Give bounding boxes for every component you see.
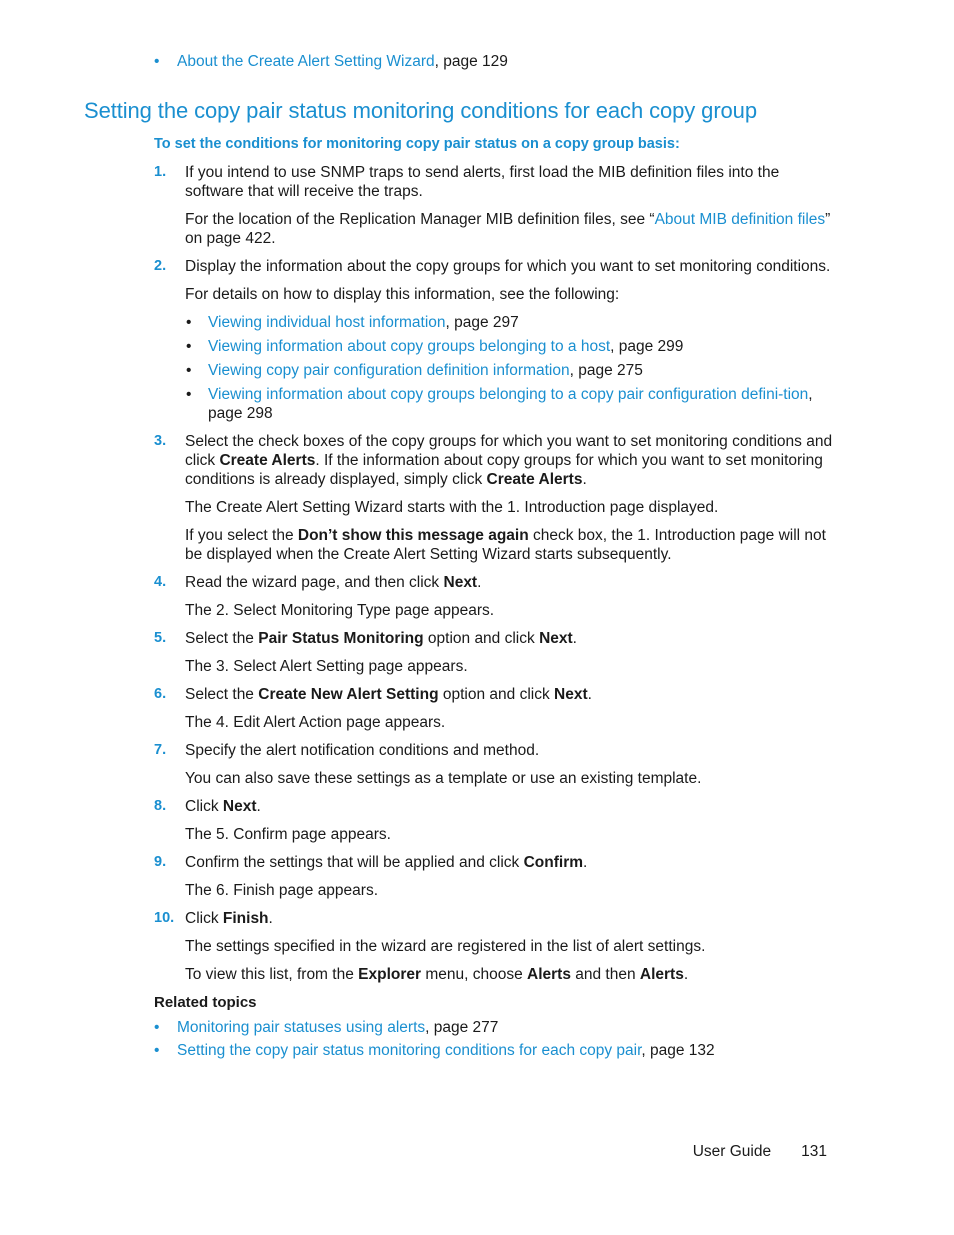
link-viewing-host-info[interactable]: Viewing individual host information xyxy=(208,314,446,331)
page-footer xyxy=(693,1143,827,1161)
list-item: • Monitoring pair statuses using alerts, page 277 xyxy=(154,1019,499,1036)
link-copy-pair-monitoring[interactable]: Setting the copy pair status monitoring conditions for each copy pair xyxy=(177,1042,642,1059)
step-number: 1. xyxy=(154,164,167,180)
list-item: • Setting the copy pair status monitoring conditions for each copy pair, page 132 xyxy=(154,1042,715,1059)
link-create-alert-wizard[interactable]: About the Create Alert Setting Wizard xyxy=(177,53,435,70)
step-result: The 6. Finish page appears. xyxy=(185,882,379,899)
related-topics-list xyxy=(154,1019,715,1060)
step-text: Click Finish. xyxy=(185,910,273,927)
step-text: Specify the alert notification conditions and method. xyxy=(185,742,540,759)
step-note: If you select the Don’t show this message again check box, the 1. Introduction page will not be displayed when the Create Alert Setting Wizard starts subsequently. xyxy=(185,527,826,563)
top-related-bullet xyxy=(154,53,508,71)
step-number: 6. xyxy=(154,686,167,702)
step-text: Display the information about the copy groups for which you want to set monitoring conditions. xyxy=(185,258,831,275)
step-7 xyxy=(154,741,834,788)
step-number: 7. xyxy=(154,742,167,758)
step-3 xyxy=(154,432,834,564)
link-copy-pair-config[interactable]: Viewing copy pair configuration definition information xyxy=(208,362,570,379)
list-item: • Viewing information about copy groups belonging to a copy pair configuration defini-tion, page 298 xyxy=(186,386,813,422)
step-list xyxy=(154,163,834,993)
step-text: Confirm the settings that will be applied and click Confirm. xyxy=(185,854,588,871)
step-result: The 4. Edit Alert Action page appears. xyxy=(185,714,446,731)
link-copy-groups-host[interactable]: Viewing information about copy groups belonging to a host xyxy=(208,338,611,355)
step-5 xyxy=(154,629,834,676)
step-1 xyxy=(154,163,834,248)
step-4 xyxy=(154,573,834,620)
step-9 xyxy=(154,853,834,900)
step-text: If you intend to use SNMP traps to send alerts, first load the MIB definition files into the software that will receive the traps. xyxy=(185,164,780,200)
step-text: Click Next. xyxy=(185,798,261,815)
step-note: You can also save these settings as a template or use an existing template. xyxy=(185,770,702,787)
step-number: 3. xyxy=(154,433,167,449)
step-6 xyxy=(154,685,834,732)
link-copy-groups-config[interactable]: Viewing information about copy groups belonging to a copy pair configuration defini-tion xyxy=(208,386,809,403)
related-topics xyxy=(154,994,715,1065)
step-number: 10. xyxy=(154,910,175,926)
link-monitoring-pair-statuses[interactable]: Monitoring pair statuses using alerts xyxy=(177,1019,426,1036)
step-note: For details on how to display this information, see the following: xyxy=(185,286,620,303)
step-note: To view this list, from the Explorer menu, choose Alerts and then Alerts. xyxy=(185,966,689,983)
link-suffix: , page 129 xyxy=(434,53,508,70)
step-number: 9. xyxy=(154,854,167,870)
step-text: Select the Create New Alert Setting option and click Next. xyxy=(185,686,592,703)
step-number: 2. xyxy=(154,258,167,274)
bullet-dot: • xyxy=(154,53,160,70)
step-result: The 5. Confirm page appears. xyxy=(185,826,391,843)
step-2 xyxy=(154,257,834,423)
step-note: For the location of the Replication Manager MIB definition files, see “About MIB definition files” on page 422. xyxy=(185,211,831,247)
link-about-mib-files[interactable]: About MIB definition files xyxy=(654,211,826,228)
page-number: 131 xyxy=(801,1143,827,1160)
step-8 xyxy=(154,797,834,844)
footer-label: User Guide xyxy=(692,1143,772,1160)
see-also-list xyxy=(185,313,834,423)
step-text: Read the wizard page, and then click Next. xyxy=(185,574,482,591)
step-number: 5. xyxy=(154,630,167,646)
procedure-heading: To set the conditions for monitoring copy pair status on a copy group basis: xyxy=(154,136,680,152)
bullet-dot: • xyxy=(154,1019,160,1036)
step-result: The 2. Select Monitoring Type page appears. xyxy=(185,602,495,619)
step-10 xyxy=(154,909,834,984)
list-item: • Viewing information about copy groups belonging to a host, page 299 xyxy=(186,338,684,355)
step-number: 4. xyxy=(154,574,167,590)
step-number: 8. xyxy=(154,798,167,814)
step-result: The settings specified in the wizard are registered in the list of alert settings. xyxy=(185,938,706,955)
bullet-dot: • xyxy=(154,1042,160,1059)
step-result: The Create Alert Setting Wizard starts with the 1. Introduction page displayed. xyxy=(185,499,719,516)
list-item: • Viewing copy pair configuration definition information, page 275 xyxy=(186,362,643,379)
list-item: • Viewing individual host information, page 297 xyxy=(186,314,519,331)
related-topics-heading: Related topics xyxy=(154,994,257,1011)
step-result: The 3. Select Alert Setting page appears. xyxy=(185,658,468,675)
section-title: Setting the copy pair status monitoring conditions for each copy group xyxy=(84,98,757,123)
step-text: Select the Pair Status Monitoring option and click Next. xyxy=(185,630,577,647)
step-text: Select the check boxes of the copy groups for which you want to set monitoring conditions and click Create Alerts. If the information about copy groups for which you want to set monitoring conditions is already displayed, simply click Create Alerts. xyxy=(185,433,833,488)
